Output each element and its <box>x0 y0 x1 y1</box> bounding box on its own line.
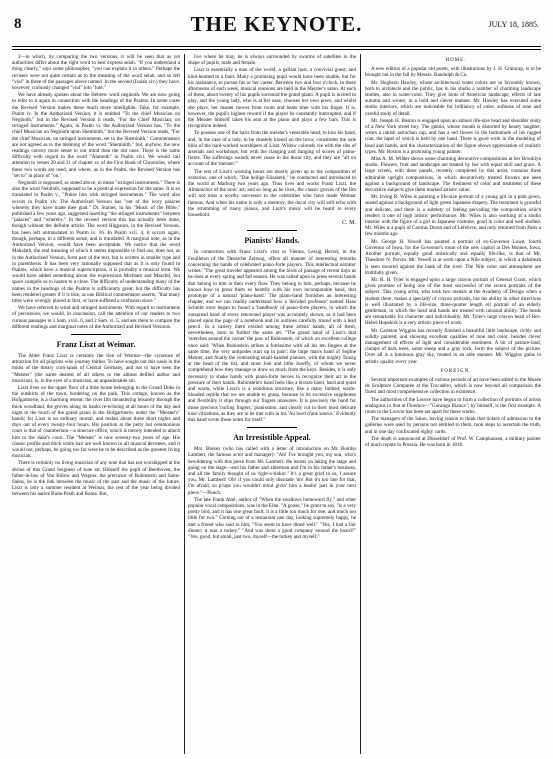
article-heading-pianists-hands: Pianists' Hands. <box>244 236 300 246</box>
article-paragraph: Mr. Irving R. Wiles is painting a life-size portrait of a young girl in a pink gown, seated against a background of light green Japanese drapery. The treatment is graceful and delicate, and there is a subtlety of feeling pervading the composition which renders it one of high artistic performance. Mr. Wiles is also working at a studio interior with the figure of a girl in Japanese costume, good in color and well studied. Mr. Wiles is a pupil of Carolus Duran and of Lefebvre, and only returned from Paris a few months ago. <box>365 194 541 238</box>
article-paragraph: The late Frank Abel, author of "When the swallows homeward fly," and other popular vocal compositions, was in the Elbe. "A goose," he grunt to say, "is a very pretty bird, and it has one great fault; it is a little too much for one, and much too little for two." Coming out of a restaurant one day, looking supremely happy, he met a friend who said to him, "You seem to have dined well." "Yes, I had a fair dinner; it was a turkey." "And was there a good company around the board?" "Yes, good, but small, just two, myself—the turkey and myself." <box>188 496 356 541</box>
masthead <box>12 10 541 44</box>
section-divider <box>71 334 121 335</box>
article-paragraph: Several important examples of various periods of art have been added to the Musée de Sculpture Comparée at the Trocadéro, which is now beyond all comparison the finest and most comprehensive collection in existence. <box>365 376 541 396</box>
article-paragraph: There is certainly no living musician of any note that has not worshipped at the shrine of this Grand Seigneur of tone art. Himself the pupil of Beethoven, the father-in-law of Von Bülow and Wagner, the precursor of Rubinstein and Saint-Saëns, he is the link between the music of the past and the music of the future. Liszt is only a summer resident at Weimar, the rest of the year being divided between his native Buda-Pesth and Rome. But, <box>12 460 180 498</box>
section-divider <box>247 427 297 428</box>
section-divider <box>247 230 297 231</box>
publication-title: THE KEYNOTE. <box>190 12 363 36</box>
article-heading-irresistible-appeal: An Irresistible Appeal. <box>233 433 311 443</box>
column-divider <box>360 54 361 754</box>
masthead-rule-lower <box>12 49 541 50</box>
article-paragraph: Neginoth is supposed, as stated above, to mean "stringed instruments." There is also the word Nehiloth, supposed to be a poetical expression for the same. It is so translated in Psalm v., "Praise him with stringed instruments." The word also occurs in Psalm xlv. The Authorized Version has "out of the ivory palaces whereby they have made thee glad." Dr. Stainer, in his "Music of the Bible," published a few years ago, suggested inserting "the stringed instruments" between "palaces" and "whereby." In the revised version this has actually been done, though without the definite article. The word Higgaion, in the Revised Version, has been left untranslated in Psalm ix. 16. In Psalm xcii. 4, it occurs again, though, perhaps, in a different sense, and is translated. A marginal note, as in the Authorized Version, would have been acceptable. We notice that the word Mahalath, the real meaning of which it seems impossible to find out, does not, as in the Authorized Version, form part of the text, but is written in smaller type and in parenthesis. It has been very rationally supposed that as it is only found in Psalms, which have a musical superscription, it is probably a musical term. We would have added something about the expressions Michtam and Maschil, but space compels us to hasten to a close. The difficulty of understanding many of the names in the headings of the Psalms is sufficiently great, but the difficulty has been rendered greater if it is true, as one Biblical commentator asserts, "that many titles were wrongly placed at first, or have suffered a confusion since." <box>12 180 180 304</box>
article-paragraph: Mr. George H. Yewell has painted a portrait of ex-Governor Lowe, fourth Governor of Iowa, for the Governor's room of the new capitol at Des Moines, Iowa. Another portrait, equally good artistically and equally life-like, is that of Mr. Theodore N. Parvin. Mr. Yewell is at work upon a Nile subject, in which a dahabeah is seen moored against the bank of the river. The Nile color and atmosphere are truthfully given. <box>365 238 541 276</box>
article-paragraph: In connection with Franz Liszt's visit to Vienna, Lessig Herzel, in the Feuilleton of the Deutsche Zeitung, offers all manner of interesting remarks concerning the hands of celebrated piano-forte players. This intellectual narrator writes: "The great traveler appeared among the birds of passage of recent days as he does at every spring and fall season. He was called upon to press several hands that belong to him in their every flow. They belong to him, perhaps, because he knows how to press them so heartily with his own incomparable hand, that prototype of a natural 'piano-hand.' The piano-hand furnishes an interesting chapter, and we can readily understand how a 'decided professor' named Hans Schmitt once began to found a 'handbook' of piano-forte players, in which the outspread hand of every renowned player was accurately shown, as it had been placed upon the page of a notebook and its outlines carefully traced with a lead pencil. In a variety there existed among these artists' hands, all of them, nevertheless, born to further the same art. "The grand hand of Liszt's that 'stretches around the corner' the paw of Rubinstein, of which an excellent college once said: 'When Rubinstein strikes a fortissimo with all his ten fingers at the same time, the very antipodes start up in pain'; the large man's hand of Sophie Menter, and finally the contrasting small-handed pianists, with the mighty Tausig at the head of the list, and stout Joel and little Joseffy, of whom we never comprehend how they manage to draw so much from the keys. Besides, it is only necessary to shake hands with piano-forte heroes to recognize their art in the pressure of their hands. Rubinstein's hand feels like a bronze hand, hard and quiet and warm, while Liszt's is a wondrous structure, like a many limbed, warm-blooded reptile that we are unable to grasp, because in its excessive suppleness and flexibility it slips through our fingers unawares. It is precisely the hand for those precious 'curling fingers,' pianissimo, and clearly cut in their most delicate tone vibrations, as they are to be met with in his 'Au bord d'une source.' Evidently this hand wrote those notes for itself." <box>188 249 356 423</box>
article-paragraph: The authorities of the Louvre have begun to form a collection of portraits of artists analogous to that at Florence—"Gonzaga Bianca"; by himself, is the first example. A room in the Louvre has been set apart for these works. <box>365 396 541 415</box>
author-signature: C. M. <box>342 220 356 227</box>
section-label-home: HOME. <box>445 58 467 63</box>
column-2 <box>188 54 356 754</box>
article-paragraph: Mr. R. H. Tyler is engaged upon a large crayon portrait of General Grant, which gives promise of being one of the most successful of the recent portraits of the subject. This young artist, who took two medals at the Academy of Design when a student there, makes a specialty of crayon portraits, but his ability in other directions is well illustrated by a life-size, three-quarter length oil portrait of an elderly gentleman, in which the head and hands are treated with unusual ability. The heads are remarkable for character and individuality. Mr. Tyler's large crayon head of Rev. Heber Hopekirk is a very artistic piece of work. <box>365 276 541 327</box>
article-paragraph: We have referred to wind and stringed instruments. With regard to instruments of percussion, we would, in conclusion, call the attention of our readers to two curious passages in 1 Sam. xviii. 6, and 2 Sam. vi. 5, and ask them to compare the different readings and marginal notes of the Authorized and Revised Versions. <box>12 305 180 330</box>
article-heading-liszt-weimar: Franz Liszt at Weimar. <box>56 339 136 349</box>
article-paragraph: Miss A. M. Wilder shows some charming decorative compositions at her Brooklyn studio. Flowers, fruit and landscape are treated by her with equal skill and grace. A large screen, with three panels, recently completed by this artist, contains three admirable upright compositions, in which decoratively treated flowers are seen against a background of landscape. The freshness of color and treatment of these decorative subjects give them marked artistic value. <box>365 156 541 194</box>
article-paragraph: Mr. Hughson Hawley, whose architectural water colors are so favorably known, both to architects and the public, has in his studio a number of charming landscape studies, also in water-color. They give hints of American landscape, effects of late autumn and winter, in a bold and clever manner. Mr. Hawley has executed some studio interiors, which are noticeable for brilliancy of color, softness of tone and careful study of detail. <box>365 79 541 117</box>
column-divider <box>184 54 185 754</box>
masthead-rule <box>12 46 541 47</box>
article-paragraph: Mr. Carleton Wiggins has recently finished a beautiful little landscape, richly and solidly painted, and showing excellent qualities of tone and color, besides clever management of effects of light and considerable sentiment. A bit of pasture-land, clumps of dark trees, some sheep and a gray rock, form the subject of the picture. Over all is a luminous gray sky, treated in an able manner. Mr. Wiggins gains in artistic quality every year. <box>365 327 541 365</box>
article-paragraph: live where he may, he is always surrounded by swarms of satellites in the shape of pupils, male and female. <box>188 54 356 67</box>
article-paragraph: The rest of Liszt's working hours are mostly given up to the composition of oratorios, one of which, "Die heilige Elisabeth," he conducted and introduced to the world at Marburg two years ago. Thus lives and works Franz Liszt, the Almanichor of the tonic art; and so long as he lives, the classic groves of the Ilm will not miss a worthy successor to the celebrities who have made Weimar famous. And when his name is only a memory, the ducal city will still echo with the strumming of many pianos, and Liszt's music will be heard in every household. <box>188 168 356 219</box>
article-paragraph: We have already spoken about the Hebrew word neginoth. We are now going to refer to it again in connection with the headings of the Psalms. In some cases the Revised Version makes these much more intelligible. Take, for example, Psalm iv. In the Authorized Version, it is entitled "To the chief Musician on Neginoth," but in the Revised Version it reads, "For the Chief Musician; on stringed instruments." Again, in Psalm vi. the Authorized Version has, "To the chief Musician on Neginoth upon Sheminith," but the Revised Version reads, "For the chief Musician; on stringed instruments, set to the Sheminith." Commentators are not agreed as to the meaning of the word "Sheminith," but, anyhow, the new readings convey more sense to our mind than the old ones. There is the same difficulty with regard to the word "Alamoth" in Psalm xlvi. We would call attention to verses 20 and 21 of chapter xv of the First Book of Chronicles, where these two words are used, and where, as in the Psalm, the Revised Version has "set to" in place of "on." <box>12 92 180 179</box>
issue-date: JULY 18, 1885. <box>488 20 539 29</box>
section-label-foreign: FOREIGN. <box>440 368 472 374</box>
article-paragraph: The death is announced at Düsseldorf of Prof. W. Camphausen, a military painter of much repute in Prussia. He was born in 1818. <box>365 435 541 448</box>
article-paragraph: Liszt is essentially a man of the world, a gallant host, a convivial guest, and kind-hearted to a fault. Many a promising pupil would have been unable, but for his assistance, to pursue his or her career. Between two and four o'clock, in these afternoons of each week, musical reunions are held in the Meister's salon. At each of these, about twenty of his pupils surround the grand piano. A pupil is invited to play, and the young lady, who is at her ease, chooses her own piece, and whilst she plays, her master moves from room and beats time with his finger. It is, however, the pupil's highest reward if the player be constantly interrupted, and if the Meister himself takes his seat at the piano and plays a few bars. This is recognition indeed. <box>188 67 356 130</box>
article-paragraph: Mrs. Blokey (who has called with a letter of introduction on Mr. Bombo Lambert, the famous actor and manager): "Ah! I've brought you, my son, who's bewildering with this piece from Mr. Lambert. He insists on taking the stage and going on the stage—and his father and alderman and I'm in his father's business, and all the family thought of us 'tight-o-tinkin'.' It's a great grief to us, I assure you, Mr. Lambert! Oh! if you could only dissuade 'im! But it's too late for that, I'm afraid, so p'raps you wouldn't mind givin' him a leadin' part in your next piece."—Punch. <box>188 446 356 496</box>
article-paragraph: Liszt lives on the upper floor of a little house belonging to the Grand Duke in the outskirts of the town, bordering on the park. This cottage, known as the Hofgartnerie, is a charming retreat: the river Ilm meandering leisurely through the thick woodland, the groves along its banks re-echoing at all hours of the day and night to the touch of the grand piano in the Hofgartnerie, under the "Meister's" hands; for Liszt is no ordinary mortal, and makes about three short nights and days out of every twenty-four hours. His position at the petty but ceremonious court is that of chamberlain—a sinecure office, which is merely intended to attach him to the duke's court. The "Meister" is now seventy-two years of age. His classic profile and thick white hair are well known to all musical devotees, and it would not, perhaps, be going too far were he to be described as the greatest living musician. <box>12 384 180 460</box>
article-paragraph: The Abbé Franz Liszt is certainly the lion of Weimar—the cynosure of attraction for all pilgrims who journey thither. To have sought out this oasis in the midst of the dreary corn-lands of Central Germany, and not to have seen the "Meister" (the name dearest of all others to the almost deified author and musician), is, in the eyes of a musician, an unpardonable sin. <box>12 352 180 384</box>
column-3 <box>365 54 541 754</box>
article-paragraph: 2—in which, by comparing the two versions, it will be seen that as yet authorities differ about the right word to best express selah. "If you understand a thing clearly," says some philosopher, "you can explain it to others." Perhaps the revisers were not quite certain as to the meaning of the word selah, and so left "viol" in three of the passages above named. In the second (Isaiah xiv.) they have, however, curiously changed "viol" into "lute." <box>12 54 180 92</box>
article-paragraph: The managers of the Salon, having reason to think that tickets of admission to the galleries were used by persons not entitled to them, took steps to ascertain the truth, and in one day confiscated eighty cards. <box>365 416 541 435</box>
article-paragraph: A new edition of a popular old poem, with illustrations by J. H. Gratacap, is to be brought out in the fall by Messrs. Randolph & Co. <box>365 66 541 79</box>
column-1 <box>12 54 180 754</box>
page-number: 8 <box>14 16 22 32</box>
article-paragraph: To possess one of the hairs from the meister's venerable head, to kiss his hand, and, in the case of a lady, to be chastely kissed on the brow, constitutes the sole bliss of the hard-worked worshipers of Liszt. Widow colonels vie with the ribs of arsenals and workshops, but with the clanging and banging of scores of piano-fortes. The sufferings sounds never cease in the ducal city, and they are "all on account of the 'meister.'" <box>188 130 356 168</box>
article-paragraph: Mr. Joseph H. Boston is engaged upon an almost life-size head and shoulder study of a New York street boy. The gamin, whose mouth is distorted by hearty laughter, wears a rakish astrachan cap, and has a red flower in the buttonhole of his ragged coat, the lapel of which is held by one hand. There is good work in the modeling of head and hands, and the characterization of the figure shows appreciation of realistic types. Mr. Boston is a promising young painter. <box>365 117 541 155</box>
